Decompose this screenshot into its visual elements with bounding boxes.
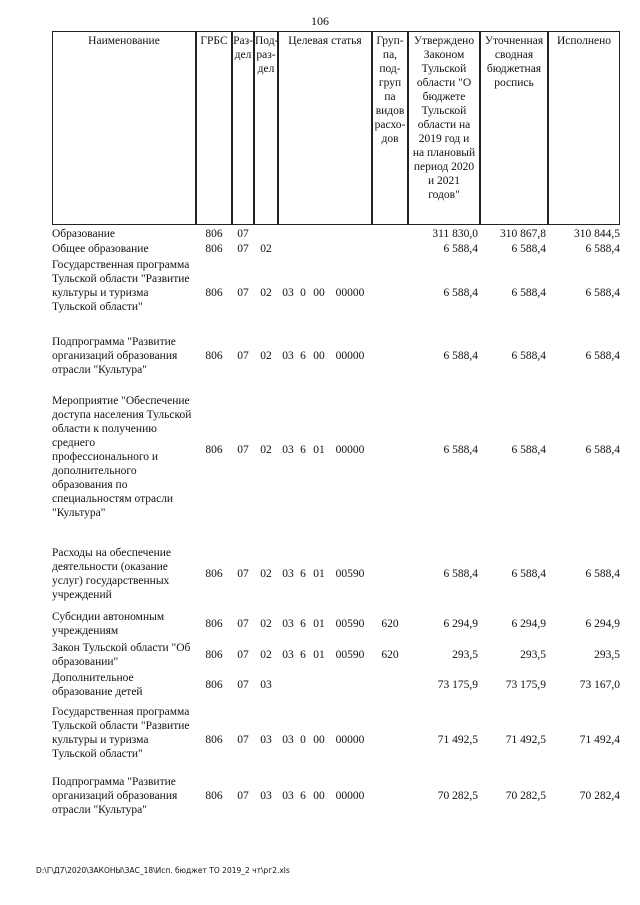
cell-refined: 293,5 <box>520 649 546 661</box>
cell-approved: 70 282,5 <box>437 790 478 802</box>
cell-target-program: 03 <box>282 350 294 362</box>
cell-approved: 293,5 <box>452 649 478 661</box>
cell-executed: 6 588,4 <box>585 568 620 580</box>
cell-podrazdel: 02 <box>260 618 272 630</box>
cell-target-program: 03 <box>282 618 294 630</box>
cell-refined: 6 588,4 <box>511 350 546 362</box>
row-name: Подпрограмма "Развитие организаций образования отрасли "Культура" <box>52 776 178 816</box>
cell-executed: 6 588,4 <box>585 350 620 362</box>
cell-target-program: 03 <box>282 790 294 802</box>
cell-razdel: 07 <box>237 679 249 691</box>
cell-target-direction: 00000 <box>335 287 365 299</box>
cell-approved: 6 294,9 <box>443 618 478 630</box>
header-podrazdel: Под- раз- дел <box>254 31 278 225</box>
row-name: Дополнительное образование детей <box>52 672 143 698</box>
cell-refined: 71 492,5 <box>505 734 546 746</box>
row-name: Подпрограмма "Развитие организаций образования отрасли "Культура" <box>52 336 178 376</box>
cell-grbs: 806 <box>205 568 223 580</box>
cell-target-subprogram: 6 <box>300 444 306 456</box>
cell-executed: 73 167,0 <box>579 679 620 691</box>
cell-target-subprogram: 6 <box>300 649 306 661</box>
cell-razdel: 07 <box>237 649 249 661</box>
header-razdel: Раз- дел <box>232 31 254 225</box>
cell-podrazdel: 02 <box>260 287 272 299</box>
cell-target-direction: 00000 <box>335 790 365 802</box>
cell-grbs: 806 <box>205 287 223 299</box>
cell-razdel: 07 <box>237 568 249 580</box>
cell-approved: 311 830,0 <box>432 228 478 240</box>
cell-target-direction: 00000 <box>335 444 365 456</box>
cell-target-event: 01 <box>313 568 325 580</box>
cell-target-program: 03 <box>282 444 294 456</box>
cell-target-event: 00 <box>313 350 325 362</box>
cell-grbs: 806 <box>205 649 223 661</box>
cell-target-subprogram: 0 <box>300 287 306 299</box>
cell-target-event: 01 <box>313 618 325 630</box>
cell-executed: 310 844,5 <box>574 228 620 240</box>
cell-grbs: 806 <box>205 243 223 255</box>
cell-grbs: 806 <box>205 228 223 240</box>
cell-approved: 6 588,4 <box>443 568 478 580</box>
cell-grbs: 806 <box>205 790 223 802</box>
cell-executed: 6 588,4 <box>585 243 620 255</box>
footer-file-path: D:\Г\Д7\2020\ЗАКОНЫ\ЗАС_18\Исп. бюджет ТО 2019_2 чт\рг2.xls <box>36 866 290 875</box>
cell-target-event: 01 <box>313 444 325 456</box>
cell-target-event: 00 <box>313 287 325 299</box>
cell-razdel: 07 <box>237 734 249 746</box>
page-number: 106 <box>311 14 329 28</box>
cell-target-event: 00 <box>313 734 325 746</box>
cell-executed: 6 294,9 <box>585 618 620 630</box>
cell-approved: 71 492,5 <box>437 734 478 746</box>
row-name: Мероприятие "Обеспечение доступа населения Тульской области к получению среднего профессионального и дополнительного образования по специальностям отрасли "Культура" <box>52 395 192 519</box>
cell-approved: 6 588,4 <box>443 444 478 456</box>
cell-approved: 6 588,4 <box>443 287 478 299</box>
cell-podrazdel: 02 <box>260 444 272 456</box>
cell-target-program: 03 <box>282 649 294 661</box>
cell-target-program: 03 <box>282 568 294 580</box>
header-executed: Исполнено <box>548 31 620 225</box>
cell-podrazdel: 03 <box>260 790 272 802</box>
row-name: Государственная программа Тульской области "Развитие культуры и туризма Тульской области" <box>52 706 190 760</box>
cell-target-event: 00 <box>313 790 325 802</box>
cell-razdel: 07 <box>237 618 249 630</box>
cell-refined: 6 588,4 <box>511 568 546 580</box>
cell-executed: 71 492,4 <box>579 734 620 746</box>
cell-refined: 310 867,8 <box>500 228 546 240</box>
cell-podrazdel: 02 <box>260 568 272 580</box>
header-refined: Уточненная сводная бюджетная роспись <box>480 31 548 225</box>
cell-target-subprogram: 6 <box>300 790 306 802</box>
row-name: Субсидии автономным учреждениям <box>52 611 165 637</box>
row-name: Государственная программа Тульской области "Развитие культуры и туризма Тульской области" <box>52 259 190 313</box>
cell-target-program: 03 <box>282 287 294 299</box>
cell-target-event: 01 <box>313 649 325 661</box>
cell-executed: 6 588,4 <box>585 287 620 299</box>
cell-razdel: 07 <box>237 243 249 255</box>
header-grbs: ГРБС <box>196 31 232 225</box>
row-name: Закон Тульской области "Об образовании" <box>52 642 191 668</box>
cell-executed: 293,5 <box>594 649 620 661</box>
cell-expense-group: 620 <box>381 618 399 630</box>
cell-approved: 6 588,4 <box>443 350 478 362</box>
cell-refined: 6 588,4 <box>511 243 546 255</box>
row-name: Общее образование <box>52 243 149 255</box>
header-target-article: Целевая статья <box>278 31 372 225</box>
cell-executed: 6 588,4 <box>585 444 620 456</box>
header-name: Наименование <box>52 31 196 225</box>
cell-grbs: 806 <box>205 618 223 630</box>
cell-target-direction: 00590 <box>335 618 365 630</box>
cell-refined: 70 282,5 <box>505 790 546 802</box>
cell-target-subprogram: 6 <box>300 618 306 630</box>
cell-approved: 73 175,9 <box>437 679 478 691</box>
cell-refined: 6 294,9 <box>511 618 546 630</box>
row-name: Расходы на обеспечение деятельности (оказание услуг) государственных учреждений <box>52 547 171 601</box>
cell-grbs: 806 <box>205 350 223 362</box>
cell-executed: 70 282,4 <box>579 790 620 802</box>
cell-razdel: 07 <box>237 350 249 362</box>
cell-grbs: 806 <box>205 679 223 691</box>
cell-target-direction: 00590 <box>335 568 365 580</box>
cell-target-subprogram: 0 <box>300 734 306 746</box>
cell-approved: 6 588,4 <box>443 243 478 255</box>
cell-refined: 73 175,9 <box>505 679 546 691</box>
cell-target-direction: 00000 <box>335 734 365 746</box>
cell-podrazdel: 03 <box>260 734 272 746</box>
cell-podrazdel: 02 <box>260 350 272 362</box>
row-name: Образование <box>52 228 116 240</box>
cell-grbs: 806 <box>205 734 223 746</box>
cell-target-subprogram: 6 <box>300 350 306 362</box>
cell-target-direction: 00000 <box>335 350 365 362</box>
cell-target-direction: 00590 <box>335 649 365 661</box>
cell-target-program: 03 <box>282 734 294 746</box>
cell-razdel: 07 <box>237 228 249 240</box>
cell-razdel: 07 <box>237 287 249 299</box>
cell-target-subprogram: 6 <box>300 568 306 580</box>
header-approved: Утверждено Законом Тульской области "О бюджете Тульской области на 2019 год и на плановый период 2020 и 2021 годов" <box>408 31 480 225</box>
cell-expense-group: 620 <box>381 649 399 661</box>
cell-podrazdel: 03 <box>260 679 272 691</box>
cell-razdel: 07 <box>237 790 249 802</box>
cell-refined: 6 588,4 <box>511 444 546 456</box>
cell-grbs: 806 <box>205 444 223 456</box>
cell-podrazdel: 02 <box>260 243 272 255</box>
header-expense-group: Груп- па, под- груп па видов расхо- дов <box>372 31 408 225</box>
cell-podrazdel: 02 <box>260 649 272 661</box>
cell-razdel: 07 <box>237 444 249 456</box>
cell-refined: 6 588,4 <box>511 287 546 299</box>
